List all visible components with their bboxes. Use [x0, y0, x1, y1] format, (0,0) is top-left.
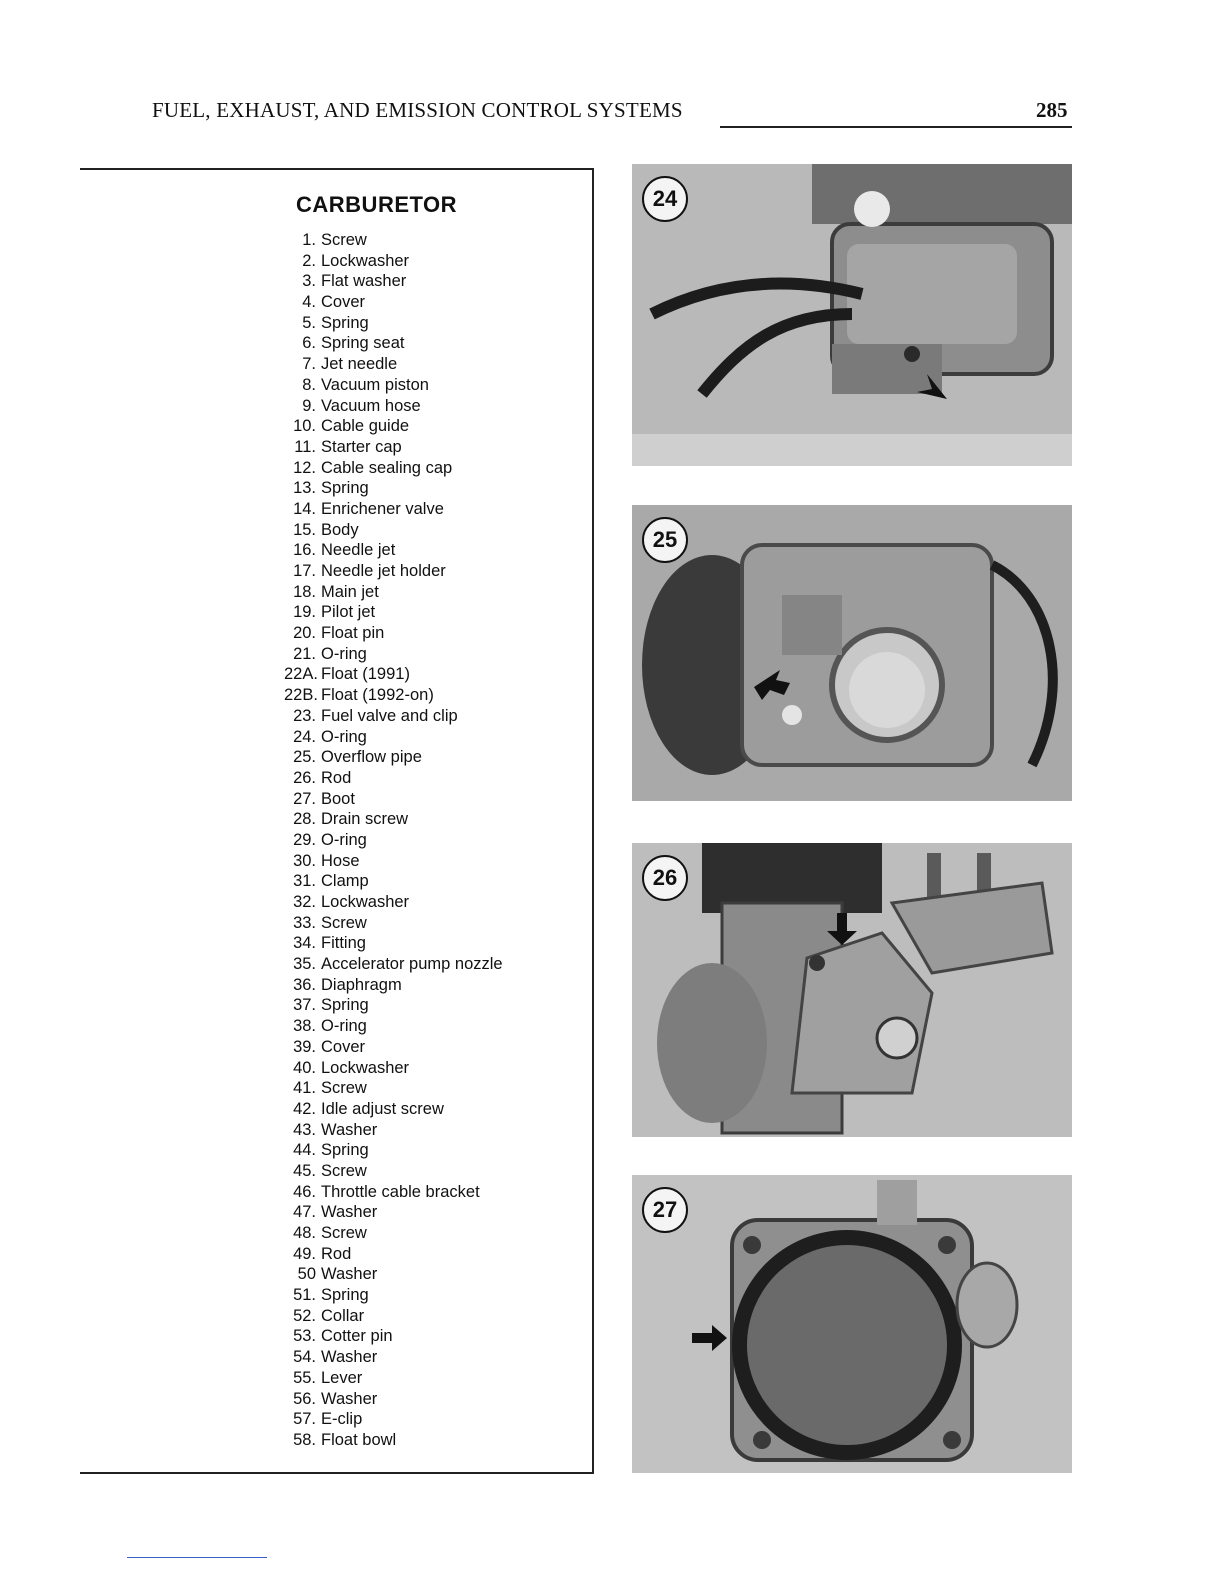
item-number: 14. [293, 499, 316, 518]
item-label: Cable guide [321, 417, 410, 436]
item-number: 44. [293, 1141, 316, 1160]
item-label: Float pin [321, 624, 385, 643]
list-item [284, 1389, 503, 1410]
item-number: 36. [293, 975, 316, 994]
list-item [284, 892, 503, 913]
list-item [284, 354, 503, 375]
item-label: Clamp [321, 872, 369, 891]
item-number: 13. [293, 479, 316, 498]
carburetor-illustration-27 [632, 1175, 1072, 1473]
item-label: Drain screw [321, 810, 409, 829]
list-item [284, 789, 503, 810]
item-label: Lockwasher [321, 893, 410, 911]
list-item [284, 1182, 503, 1203]
list-item [284, 1037, 503, 1058]
item-number: 19. [293, 603, 316, 622]
item-number: 24. [293, 727, 316, 746]
figure-number-badge: 27 [642, 1187, 688, 1233]
item-number: 54. [293, 1348, 316, 1367]
list-item [284, 954, 503, 975]
item-number: 11. [294, 437, 316, 456]
item-number: 34. [293, 934, 316, 953]
item-label: Needle jet [321, 541, 396, 560]
figure-number-badge: 24 [642, 176, 688, 222]
item-number: 18. [293, 582, 316, 601]
item-label: Float (1992-on) [321, 686, 434, 705]
item-label: Screw [321, 1161, 367, 1180]
list-item [284, 416, 503, 437]
item-number: 2. [302, 251, 316, 270]
item-label: Starter cap [321, 437, 402, 456]
item-label: Lockwasher [321, 1058, 410, 1077]
item-number: 50 [297, 1265, 316, 1284]
item-number: 3. [302, 272, 316, 291]
list-item [284, 1368, 503, 1389]
list-item [284, 251, 503, 272]
item-number: 23. [293, 706, 316, 725]
item-label: Idle adjust screw [321, 1099, 444, 1118]
bottom-link-underline [127, 1557, 267, 1558]
list-item [284, 1430, 503, 1451]
item-label: Hose [321, 851, 360, 870]
list-item [284, 540, 503, 561]
item-number: 8. [302, 375, 316, 394]
list-item [284, 644, 503, 665]
item-label: Needle jet holder [321, 562, 446, 580]
item-label: Float bowl [321, 1430, 397, 1449]
list-item [284, 437, 503, 458]
figure-24-photo [632, 164, 1072, 466]
item-label: Washer [321, 1348, 378, 1367]
item-number: 57. [293, 1410, 316, 1429]
item-label: O-ring [321, 830, 367, 849]
item-label: Cover [321, 293, 366, 312]
parts-list [284, 230, 503, 1451]
item-label: Screw [321, 1079, 367, 1098]
item-number: 49. [293, 1244, 316, 1263]
item-number: 38. [293, 1017, 316, 1036]
item-number: 30. [293, 851, 316, 870]
item-number: 25. [293, 748, 316, 767]
item-number: 22A. [284, 665, 318, 684]
running-header-title: FUEL, EXHAUST, AND EMISSION CONTROL SYSTEMS [152, 98, 683, 122]
list-item [284, 520, 503, 541]
figure-number-badge: 25 [642, 517, 688, 563]
list-item [284, 499, 503, 520]
item-number: 53. [293, 1327, 316, 1346]
item-label: Flat washer [321, 272, 407, 291]
list-item [284, 913, 503, 934]
list-item [284, 1409, 503, 1430]
item-label: Vacuum piston [321, 375, 429, 394]
list-item [284, 1140, 503, 1161]
list-item [284, 851, 503, 872]
list-item [284, 830, 503, 851]
item-number: 12. [293, 458, 316, 477]
list-item [284, 1347, 503, 1368]
item-number: 16. [293, 541, 316, 560]
item-number: 35. [293, 955, 316, 974]
list-item [284, 871, 503, 892]
figure-26-photo [632, 843, 1072, 1137]
item-number: 46. [293, 1182, 316, 1201]
list-item [284, 396, 503, 417]
item-number: 37. [293, 996, 316, 1015]
list-item [284, 1244, 503, 1265]
parts-list-title: CARBURETOR [296, 192, 458, 217]
item-number: 45. [293, 1161, 316, 1180]
item-number: 40. [293, 1058, 316, 1077]
list-item [284, 458, 503, 479]
item-label: E-clip [321, 1410, 363, 1429]
item-label: Fitting [321, 934, 366, 953]
list-item [284, 727, 503, 748]
item-number: 52. [293, 1306, 316, 1325]
item-number: 43. [293, 1120, 316, 1139]
list-item [284, 313, 503, 334]
item-label: Jet needle [321, 355, 398, 374]
item-label: Lever [321, 1368, 363, 1387]
header-rule [720, 126, 1072, 128]
list-item [284, 664, 503, 685]
item-number: 32. [293, 893, 316, 911]
list-item [284, 1285, 503, 1306]
item-number: 7. [302, 355, 316, 374]
figure-number-badge: 26 [642, 855, 688, 901]
list-item [284, 706, 503, 727]
item-number: 27. [293, 789, 316, 808]
item-number: 4. [302, 293, 316, 312]
item-number: 28. [293, 810, 316, 829]
list-item [284, 561, 503, 582]
list-item [284, 1161, 503, 1182]
item-label: Cable sealing cap [321, 458, 453, 477]
item-label: Spring [321, 479, 369, 498]
item-number: 51. [293, 1286, 316, 1305]
item-label: Pilot jet [321, 603, 376, 622]
item-label: Accelerator pump nozzle [321, 955, 503, 974]
item-number: 5. [302, 313, 316, 332]
item-label: Screw [321, 231, 367, 249]
list-item [284, 933, 503, 954]
item-label: Washer [321, 1203, 378, 1222]
page-number: 285 [1036, 98, 1068, 122]
item-label: Spring [321, 313, 369, 332]
item-label: Spring [321, 1141, 369, 1160]
item-label: Main jet [321, 582, 379, 601]
item-number: 22B. [284, 686, 318, 705]
list-item [284, 333, 503, 354]
list-item [284, 1016, 503, 1037]
list-item [284, 975, 503, 996]
list-item [284, 1058, 503, 1079]
list-item [284, 1264, 503, 1285]
list-item [284, 292, 503, 313]
item-label: Float (1991) [321, 665, 410, 684]
list-item [284, 995, 503, 1016]
item-label: Throttle cable bracket [321, 1182, 480, 1201]
list-item [284, 747, 503, 768]
item-label: Collar [321, 1306, 365, 1325]
item-number: 9. [302, 396, 316, 415]
item-label: O-ring [321, 644, 367, 663]
list-item [284, 478, 503, 499]
item-number: 15. [293, 520, 316, 539]
item-number: 58. [293, 1430, 316, 1449]
item-number: 39. [293, 1037, 316, 1056]
carburetor-illustration-25 [632, 505, 1072, 801]
item-number: 20. [293, 624, 316, 643]
item-label: Washer [321, 1120, 378, 1139]
item-number: 29. [293, 830, 316, 849]
carburetor-illustration-24 [632, 164, 1072, 466]
item-label: Washer [321, 1389, 378, 1408]
item-label: Rod [321, 1244, 352, 1263]
item-number: 48. [293, 1224, 316, 1242]
carburetor-illustration-26 [632, 843, 1072, 1137]
item-label: Diaphragm [321, 975, 402, 994]
item-label: Enrichener valve [321, 499, 444, 518]
item-number: 47. [293, 1203, 316, 1222]
list-item [284, 809, 503, 830]
item-number: 42. [293, 1099, 316, 1118]
list-item [284, 1120, 503, 1141]
list-item [284, 1306, 503, 1327]
item-label: Overflow pipe [321, 748, 422, 767]
list-item [284, 623, 503, 644]
item-number: 21. [293, 644, 316, 663]
item-label: Lockwasher [321, 251, 410, 270]
item-label: Fuel valve and clip [321, 706, 458, 725]
item-number: 31. [293, 872, 316, 891]
item-number: 6. [302, 334, 316, 353]
list-item [284, 1223, 503, 1244]
item-label: Washer [321, 1265, 378, 1284]
item-label: Screw [321, 913, 367, 932]
item-number: 17. [293, 562, 316, 580]
item-label: Spring [321, 996, 369, 1015]
list-item [284, 230, 503, 251]
item-label: Vacuum hose [321, 396, 421, 415]
item-number: 55. [293, 1368, 316, 1387]
item-number: 26. [293, 768, 316, 787]
item-number: 41. [293, 1079, 316, 1098]
list-item [284, 1078, 503, 1099]
item-label: Body [321, 520, 359, 539]
item-label: Spring [321, 1286, 369, 1305]
item-label: O-ring [321, 727, 367, 746]
item-label: Spring seat [321, 334, 405, 353]
item-label: Cover [321, 1037, 366, 1056]
list-item [284, 271, 503, 292]
item-number: 33. [293, 913, 316, 932]
figure-27-photo [632, 1175, 1072, 1473]
list-item [284, 602, 503, 623]
figure-25-photo [632, 505, 1072, 801]
item-number: 10. [293, 417, 316, 436]
list-item [284, 375, 503, 396]
item-label: Screw [321, 1224, 367, 1242]
item-label: Boot [321, 789, 355, 808]
item-label: Cotter pin [321, 1327, 393, 1346]
list-item [284, 1326, 503, 1347]
list-item [284, 1099, 503, 1120]
item-number: 56. [293, 1389, 316, 1408]
item-label: O-ring [321, 1017, 367, 1036]
list-item [284, 582, 503, 603]
item-label: Rod [321, 768, 352, 787]
item-number: 1. [302, 231, 316, 249]
list-item [284, 768, 503, 789]
list-item [284, 1202, 503, 1223]
list-item [284, 685, 503, 706]
